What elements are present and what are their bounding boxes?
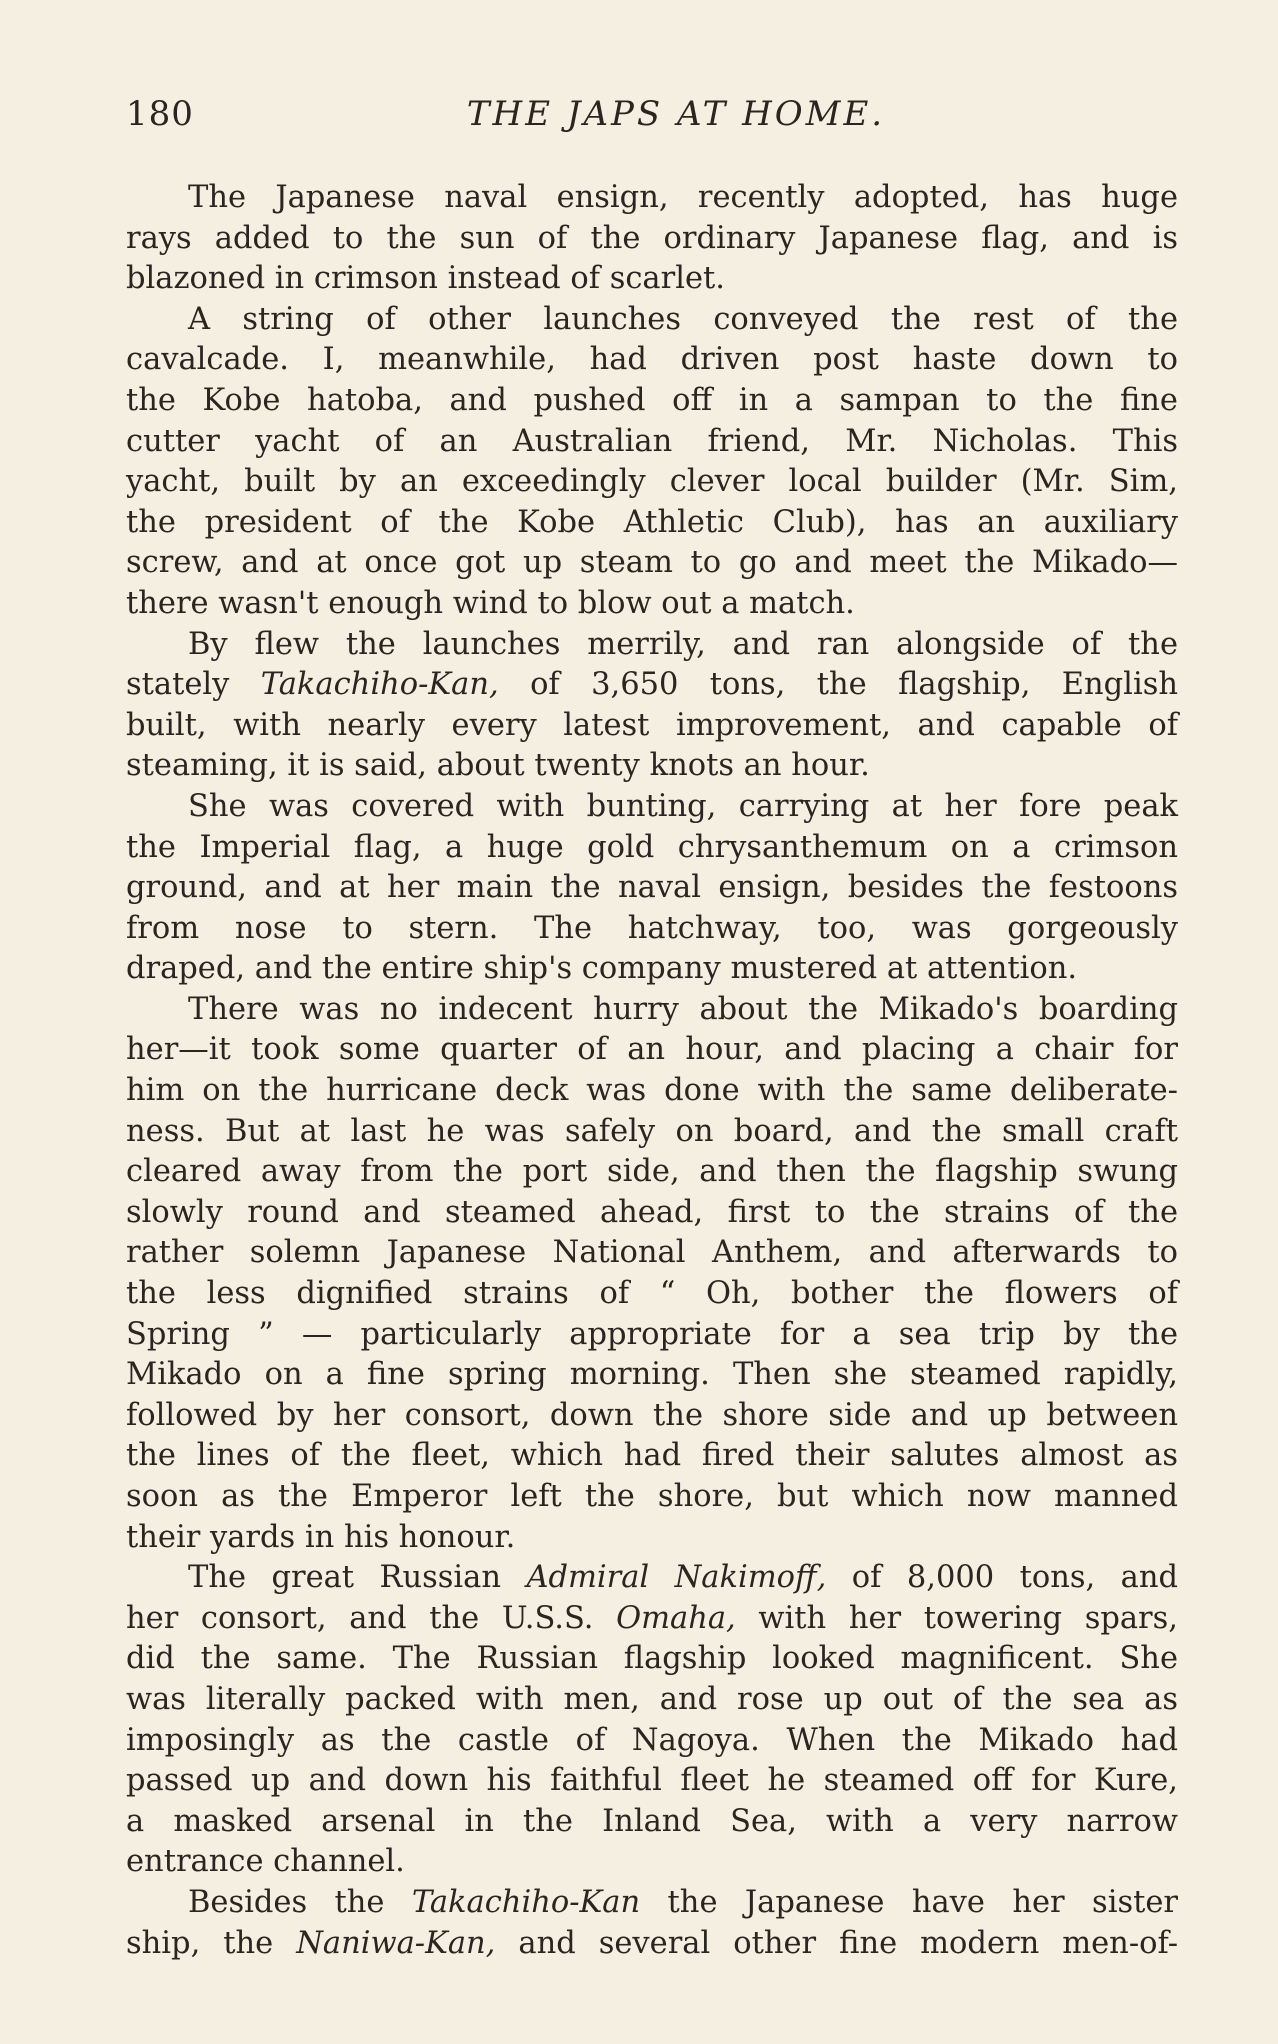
text-line: The Japanese naval ensign, recently adopted, has huge bbox=[188, 180, 1178, 215]
text-line: There was no indecent hurry about the Mikado's boarding bbox=[188, 991, 1178, 1027]
text-line: imposingly as the castle of Nagoya. When the Mikado had bbox=[126, 1722, 1178, 1758]
text-line: was literally packed with men, and rose up out of the sea as bbox=[126, 1681, 1178, 1717]
text-segment: Besides the bbox=[188, 1884, 412, 1920]
text-line: ground, and at her main the naval ensign, besides the festoons bbox=[126, 870, 1178, 906]
text-line: Spring ” — particularly appropriate for a sea trip by the bbox=[126, 1316, 1178, 1352]
italic-ship-name: Omaha, bbox=[616, 1600, 736, 1636]
text-line bbox=[126, 1558, 1178, 1599]
text-segment: the Japanese have her sister bbox=[640, 1884, 1179, 1920]
text-line: By flew the launches merrily, and ran alongside of the bbox=[188, 626, 1178, 662]
text-segment: stately bbox=[126, 667, 261, 703]
text-line: their yards in his honour. bbox=[126, 1519, 516, 1555]
text-line: the Kobe hatoba, and pushed off in a sampan to the fine bbox=[126, 382, 1178, 418]
text-line: Mikado on a fine spring morning. Then she steamed rapidly, bbox=[126, 1357, 1178, 1393]
text-line: ness. But at last he was safely on board, and the small craft bbox=[126, 1113, 1178, 1149]
text-line: the lines of the fleet, which had fired their salutes almost as bbox=[126, 1438, 1178, 1474]
italic-ship-name: Takachiho-Kan, bbox=[260, 667, 499, 703]
italic-ship-name: Naniwa-Kan, bbox=[296, 1925, 496, 1961]
page-header bbox=[126, 94, 1186, 144]
text-line: there wasn't enough wind to blow out a match. bbox=[126, 585, 855, 621]
text-line: screw, and at once got up steam to go and meet the Mikado— bbox=[126, 545, 1178, 581]
text-line: rays added to the sun of the ordinary Japanese flag, and is bbox=[126, 220, 1178, 256]
text-line: the Imperial flag, a huge gold chrysanthemum on a crimson bbox=[126, 829, 1178, 865]
text-line: a masked arsenal in the Inland Sea, with a very narrow bbox=[126, 1803, 1178, 1839]
text-line bbox=[126, 665, 1178, 706]
body-text bbox=[126, 178, 1178, 1964]
text-line: her—it took some quarter of an hour, and placing a chair for bbox=[126, 1032, 1178, 1068]
text-line: blazoned in crimson instead of scarlet. bbox=[126, 261, 725, 297]
text-segment: with her towering spars, bbox=[735, 1600, 1178, 1636]
text-line: soon as the Emperor left the shore, but which now manned bbox=[126, 1479, 1178, 1514]
text-line: from nose to stern. The hatchway, too, was gorgeously bbox=[126, 910, 1178, 946]
text-segment: of 8,000 tons, and bbox=[826, 1560, 1178, 1596]
text-line: followed by her consort, down the shore side and up between bbox=[126, 1397, 1178, 1433]
text-line: slowly round and steamed ahead, first to the strains of the bbox=[126, 1194, 1178, 1230]
text-line: entrance channel. bbox=[126, 1844, 405, 1880]
text-line: cutter yacht of an Australian friend, Mr. Nicholas. This bbox=[126, 423, 1178, 459]
text-segment: ship, the bbox=[126, 1925, 297, 1961]
text-line bbox=[126, 1599, 1178, 1640]
text-line bbox=[126, 1924, 1178, 1965]
text-line: the president of the Kobe Athletic Club), has an auxiliary bbox=[126, 504, 1178, 540]
text-line: the less dignified strains of “ Oh, bother the flowers of bbox=[126, 1276, 1178, 1312]
text-line: cleared away from the port side, and then the flagship swung bbox=[126, 1154, 1178, 1190]
italic-ship-name: Admiral Nakimoff, bbox=[526, 1560, 827, 1596]
text-line: She was covered with bunting, carrying at her fore peak bbox=[188, 788, 1178, 824]
text-line: did the same. The Russian flagship looked magnificent. She bbox=[126, 1641, 1178, 1677]
text-line bbox=[126, 1883, 1178, 1924]
running-title: THE JAPS AT HOME. bbox=[466, 94, 886, 134]
text-segment: The great Russian bbox=[188, 1560, 527, 1596]
text-line: draped, and the entire ship's company mustered at attention. bbox=[126, 951, 1078, 987]
text-line: passed up and down his faithful fleet he steamed off for Kure, bbox=[126, 1763, 1178, 1799]
text-line: yacht, built by an exceedingly clever local builder (Mr. Sim, bbox=[126, 464, 1178, 500]
page-number: 180 bbox=[126, 94, 194, 134]
text-segment: of 3,650 tons, the flagship, English bbox=[498, 667, 1178, 703]
text-line: him on the hurricane deck was done with the same deliberate- bbox=[126, 1073, 1178, 1109]
text-segment: and several other fine modern men-of- bbox=[495, 1925, 1178, 1961]
text-line: steaming, it is said, about twenty knots an hour. bbox=[126, 748, 870, 784]
text-line: rather solemn Japanese National Anthem, and afterwards to bbox=[126, 1235, 1178, 1271]
italic-ship-name: Takachiho-Kan bbox=[411, 1884, 641, 1920]
text-line: cavalcade. I, meanwhile, had driven post haste down to bbox=[126, 342, 1178, 378]
text-line: built, with nearly every latest improvement, and capable of bbox=[126, 707, 1178, 743]
text-segment: her consort, and the U.S.S. bbox=[126, 1600, 617, 1636]
text-line: A string of other launches conveyed the rest of the bbox=[188, 301, 1178, 337]
